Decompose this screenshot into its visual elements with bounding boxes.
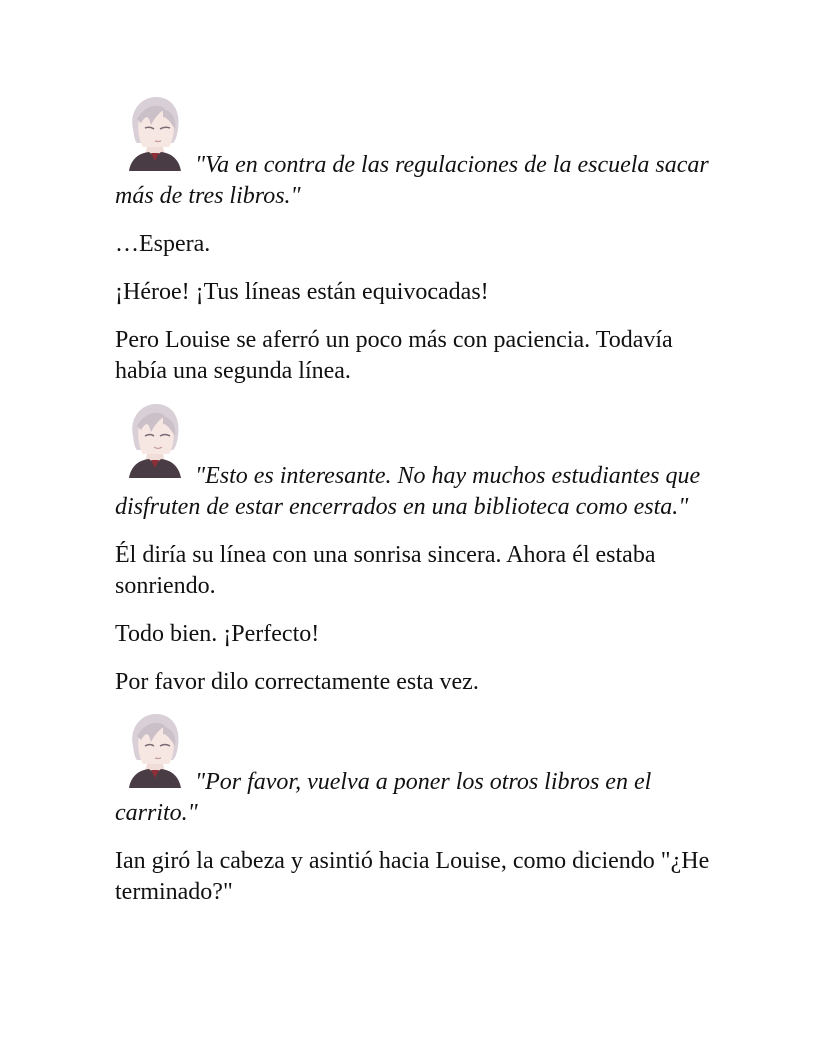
- narration-paragraph: [115, 540, 715, 602]
- narration-paragraph: [115, 229, 715, 260]
- narration-text: Ian giró la cabeza y asintió hacia Louise, como diciendo "¿He terminado?": [115, 848, 710, 905]
- character-portrait-icon: [125, 712, 185, 788]
- narration-text: Todo bien. ¡Perfecto!: [115, 621, 320, 647]
- character-portrait-icon: [125, 402, 185, 478]
- narration-paragraph: [115, 667, 715, 698]
- narration-text: Por favor dilo correctamente esta vez.: [115, 669, 479, 695]
- dialogue-text: "Esto es interesante. No hay muchos estudiantes que disfruten de estar encerrados en una biblioteca como esta.": [115, 463, 701, 520]
- narration-text: Él diría su línea con una sonrisa sincera. Ahora él estaba sonriendo.: [115, 542, 656, 599]
- narration-paragraph: [115, 619, 715, 650]
- narration-paragraph: [115, 325, 715, 387]
- narration-text: …Espera.: [115, 231, 211, 257]
- dialogue-block: [115, 402, 715, 523]
- narration-paragraph: [115, 277, 715, 308]
- dialogue-block: [115, 712, 715, 829]
- dialogue-text: "Va en contra de las regulaciones de la escuela sacar más de tres libros.": [115, 152, 709, 209]
- narration-text: ¡Héroe! ¡Tus líneas están equivocadas!: [115, 279, 489, 305]
- character-portrait-icon: [125, 95, 185, 171]
- dialogue-text: "Por favor, vuelva a poner los otros libros en el carrito.": [115, 769, 652, 826]
- document-page: [115, 95, 715, 925]
- narration-paragraph: [115, 846, 715, 908]
- dialogue-block: [115, 95, 715, 212]
- narration-text: Pero Louise se aferró un poco más con paciencia. Todavía había una segunda línea.: [115, 327, 673, 384]
